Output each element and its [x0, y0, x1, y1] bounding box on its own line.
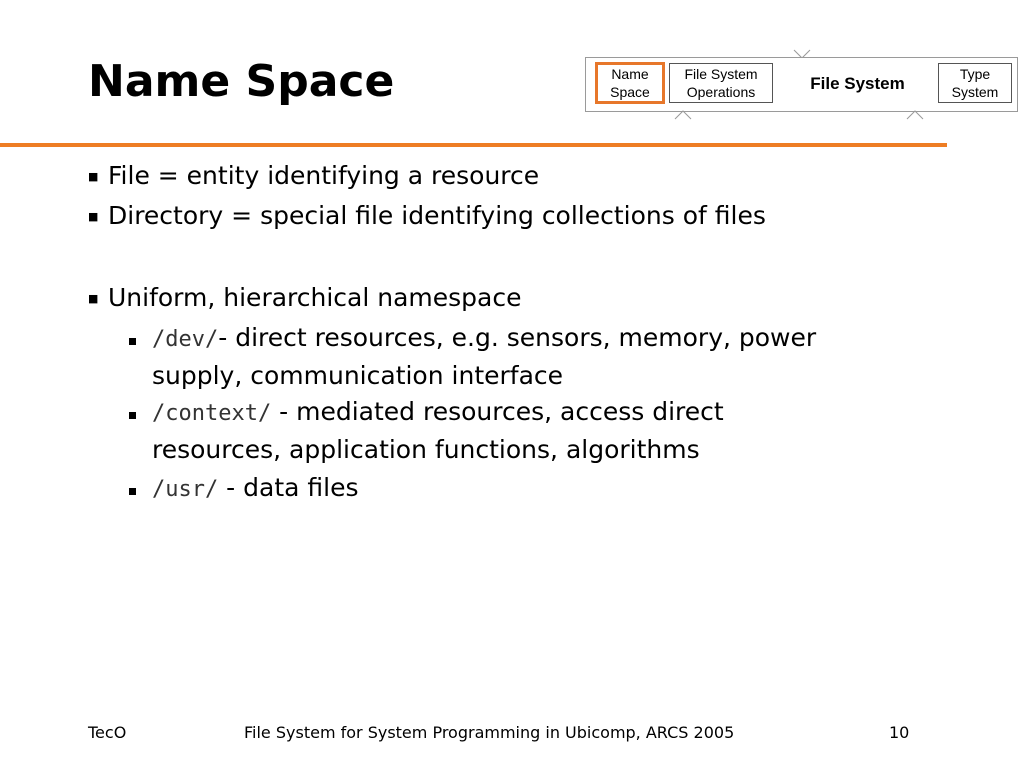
footer-organization: TecO — [88, 723, 127, 742]
path-code: /usr/ — [152, 477, 219, 502]
sub-bullet-text: - direct resources, e.g. sensors, memory, power — [218, 323, 817, 352]
nav-box-type-system[interactable] — [938, 63, 1012, 103]
nav-box-label: Type — [959, 66, 991, 82]
chevron-up-icon — [674, 110, 692, 120]
nav-box-label: Name — [611, 66, 649, 82]
sub-bullet-marker — [129, 338, 136, 345]
sub-bullet-text: resources, application functions, algorithms — [152, 435, 700, 464]
chevron-up-icon — [906, 110, 924, 120]
sub-bullet-text: - data files — [218, 473, 359, 502]
bullet-marker: ■ — [88, 210, 99, 223]
sub-bullet-text: supply, communication interface — [152, 361, 564, 390]
sub-bullet-item — [152, 470, 952, 508]
nav-box-label: Space — [610, 84, 650, 100]
footer-talk-title: File System for System Programming in Ubicomp, ARCS 2005 — [244, 723, 735, 742]
bullet-item: File = entity identifying a resource — [108, 161, 540, 190]
nav-box-name-space[interactable] — [595, 62, 665, 104]
sub-bullet-marker — [129, 412, 136, 419]
nav-box-label: System — [951, 84, 999, 100]
slide-title: Name Space — [88, 56, 395, 107]
sub-bullet-item — [152, 320, 952, 394]
sub-bullet-text: - mediated resources, access direct — [271, 397, 724, 426]
bullet-item: Uniform, hierarchical namespace — [108, 283, 522, 312]
nav-current-section[interactable]: File System — [810, 74, 905, 93]
title-divider — [0, 143, 947, 147]
sub-bullet-item — [152, 394, 952, 468]
sub-bullet-marker — [129, 488, 136, 495]
path-code: /dev/ — [152, 327, 219, 352]
bullet-item: Directory = special file identifying collections of files — [108, 201, 766, 230]
bullet-marker: ■ — [88, 292, 99, 305]
bullet-marker: ■ — [88, 170, 99, 183]
nav-box-label: Operations — [686, 84, 756, 100]
nav-box-label: File System — [684, 66, 758, 82]
nav-box-file-system-operations[interactable] — [669, 63, 773, 103]
path-code: /context/ — [152, 401, 272, 426]
page-number: 10 — [889, 723, 910, 742]
